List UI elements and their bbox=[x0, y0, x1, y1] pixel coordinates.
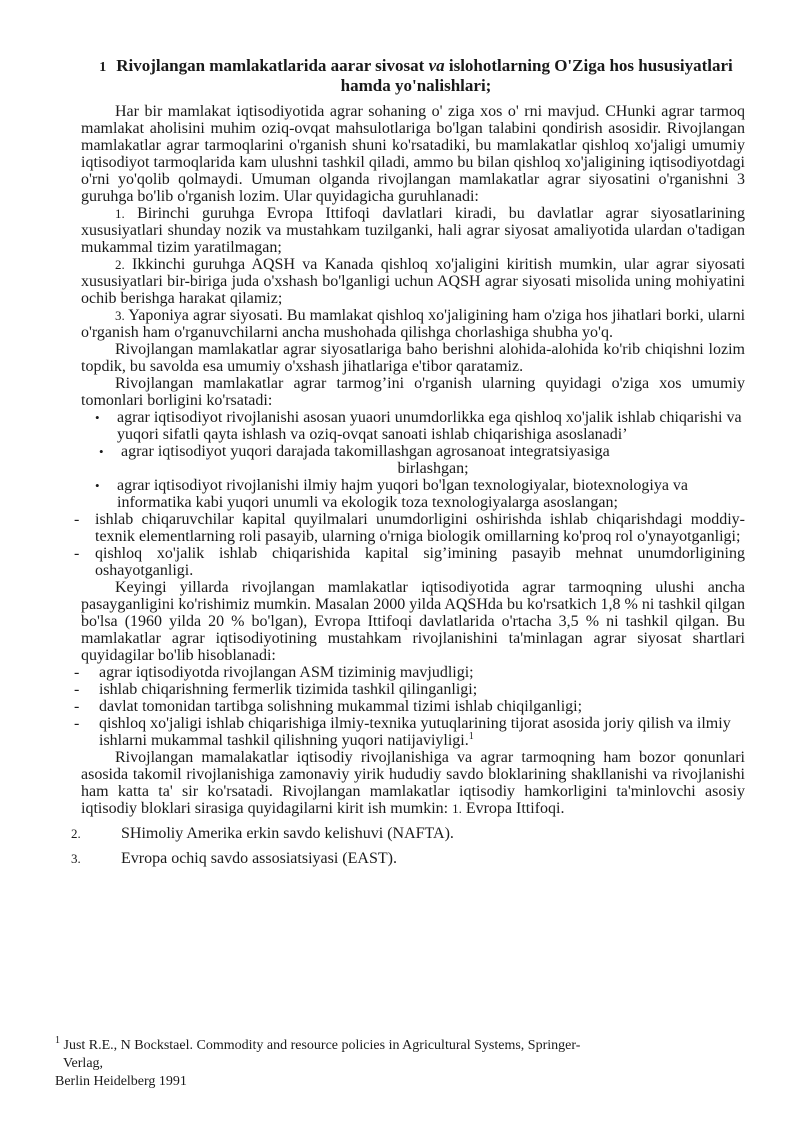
dash-text-1: ishlab chiqaruvchilar kapital quyilmalari unumdorligini oshirishda ishlab chiqarishdagi moddiy-texnik elementlarning roli pasayib, ularning o'rniga biologik omillarning ko'proq rol o'ynayotganligi; bbox=[95, 511, 745, 545]
bullet-item bbox=[81, 443, 745, 477]
bullet-text-2b: birlashgan; bbox=[397, 460, 469, 477]
dash-item bbox=[74, 545, 745, 579]
markets-number: 1. bbox=[452, 801, 462, 816]
condition-text-1: agrar iqtisodiyotda rivojlangan ASM tiziminig mavjudligi; bbox=[99, 664, 474, 681]
bloc-text-2: SHimoliy Amerika erkin savdo kelishuvi (NAFTA). bbox=[121, 825, 454, 842]
common-paragraph: Rivojlangan mamlakatlar agrar tarmog’ini o'rganish ularning quyidagi o'ziga xos umumiy tomonlari borligini ko'rsatadi: bbox=[81, 375, 745, 409]
bullet-icon: • bbox=[95, 410, 100, 425]
group2-number: 2. bbox=[115, 257, 125, 272]
eu-text: Evropa Ittifoqi. bbox=[465, 800, 565, 817]
bloc-text-3: Evropa ochiq savdo assosiatsiyasi (EAST). bbox=[121, 850, 397, 867]
bloc-item bbox=[51, 850, 745, 867]
assess-paragraph: Rivojlangan mamlakatlar agrar siyosatlariga baho berishni alohida-alohida ko'rib chiqishni lozim topdik, bu savolda esa umumiy o'xshash jihatlariga e'tibor qaratamiz. bbox=[81, 341, 745, 375]
group1-number: 1. bbox=[115, 206, 125, 221]
condition-text-4: qishloq xo'jaligi ishlab chiqarishiga ilmiy-texnika yutuqlarining tijorat asosida joriy qilish va ilmiy ishlarni mukammal tashkil qilishning yuqori natijaviyligi. bbox=[99, 715, 731, 749]
footnote bbox=[55, 1037, 675, 1091]
document-body bbox=[71, 103, 746, 867]
heading-text-italic: va bbox=[428, 56, 445, 75]
dash-icon: - bbox=[74, 715, 80, 732]
bullet-text-2a: agrar iqtisodiyot yuqori darajada takomillashgan agrosanoat integratsiyasiga bbox=[121, 443, 610, 460]
condition-item bbox=[74, 681, 745, 698]
bullet-text-1: agrar iqtisodiyot rivojlanishi asosan yuaori unumdorlikka ega qishloq xo'jalik ishlab chiqarishi va yuqori sifatli qayta ishlash va oziq-ovqat sanoati ishlab chiqarishiga asoslanadi’ bbox=[117, 409, 742, 443]
bullet-item bbox=[81, 477, 745, 511]
condition-item bbox=[74, 664, 745, 681]
bullet-text-3: agrar iqtisodiyot rivojlanishi ilmiy hajm yuqori bo'lgan texnologiyalar, biotexnologiya va informatika kabi yuqori unumli va ekologik toza texnologiyalarga asoslangan; bbox=[117, 477, 689, 511]
heading-number: 1 bbox=[99, 60, 107, 75]
bullet-icon: • bbox=[95, 478, 100, 493]
footnote-text-1: Just R.E., N Bockstael. Commodity and resource policies in Agricultural Systems, Springer- bbox=[63, 1038, 581, 1053]
bullet-icon: • bbox=[99, 444, 104, 459]
recent-paragraph: Keyingi yillarda rivojlangan mamlakatlar iqtisodiyotida agrar tarmoqning ulushi ancha pasayganligini ko'rishimiz mumkin. Masalan 2000 yilda AQSHda bu ko'rsatkich 1,8 % ni tashkil qilgan bo'lsa (1960 yilda 20 % bo'lgan), Evropa Ittifoqi davlatlarida o'rtacha 3,5 % ni tashkil qilgan. Bu mamlakatlar agrar iqtisodiyotining mustahkam rivojlanishini ta'minlagan agrar siyosat shartlari quyidagilar bo'lib hisoblanadi: bbox=[81, 579, 745, 664]
markets-text: Rivojlangan mamalakatlar iqtisodiy rivojlanishiga va agrar tarmoqning ham bozor qonunlari asosida takomil rivojlanishiga zamonaviy yirik hududiy savdo bloklarining shakllanishi va rivojlanishi ham katta ta' sir ko'rsatadi. Rivojlangan mamlakatlar iqtisodiy hamkorligini ta'minlovchi asosiy iqtisodiy bloklari sirasiga quyidagilarni kirit ish mumkin: bbox=[81, 749, 745, 817]
dash-item bbox=[74, 511, 745, 545]
condition-text-3: davlat tomonidan tartibga solishning mukammal tizimi ishlab chiqilganligi; bbox=[99, 698, 583, 715]
group2-text: Ikkinchi guruhga AQSH va Kanada qishloq xo'jaligini kiritish mumkin, ular agrar siyosati xususiyatlari bir-biriga juda o'xshash bo'lganligi uchun AQSH agrar siyosati misolida uning mohiyatini ochib berishga harakat qilamiz; bbox=[81, 256, 746, 307]
bullet-item bbox=[81, 409, 745, 443]
group3-text: Yaponiya agrar siyosati. Bu mamlakat qishloq xo'jaligining ham o'ziga hos jihatlari borki, ularni o'rganish ham o'rganuvchilarni ancha mushohada qilishga chorlashiga shubha yo'q. bbox=[81, 307, 746, 341]
dash-icon: - bbox=[74, 545, 80, 562]
group1-text: Birinchi guruhga Evropa Ittifoqi davlatlari kiradi, bu davlatlar agrar siyosatlarining xususiyatlari shunday nozik va mustahkam tuzilganki, hali agrar siyosat amaliyotida ulardan o'tadigan mukammal tizim yaratilmagan; bbox=[81, 205, 746, 256]
dash-icon: - bbox=[74, 664, 80, 681]
dash-icon: - bbox=[74, 681, 80, 698]
footnote-line-1 bbox=[55, 1037, 675, 1055]
dash-icon: - bbox=[74, 511, 80, 528]
group3-paragraph bbox=[81, 307, 745, 341]
section-heading bbox=[80, 57, 752, 95]
group3-number: 3. bbox=[115, 308, 125, 323]
condition-item bbox=[74, 715, 745, 749]
dash-icon: - bbox=[74, 698, 80, 715]
bloc-item bbox=[51, 825, 745, 842]
footnote-line-3: Berlin Heidelberg 1991 bbox=[55, 1074, 187, 1089]
condition-item bbox=[74, 698, 745, 715]
intro-paragraph: Har bir mamlakat iqtisodiyotida agrar sohaning o' ziga xos o' rni mavjud. CHunki agrar tarmoq mamlakat aholisini muhim oziq-ovqat mahsulotlariga bo'lgan talabini qondirish asosidir. Rivojlangan mamlakatlar agrar tarmoqlarini o'rganish shuni ko'rsatadiki, bu mamlakatlar qishloq xo'jaligi umumiy iqtisodiyot tarmoqlarida kam ulushni tashkil qiladi, ammo bu bilan qishloq xo'jaligining iqtisodiyotdagi o'rni yo'qolib qolmaydi. Umuman olganda rivojlangan mamlakatlar agrar siyosatini o'rganishni 3 guruhga bo'lib o'rganish lozim. Ular quyidagicha guruhlanadi: bbox=[81, 103, 745, 205]
heading-text-after: islohotlarning O'Ziga hos hususiyatlari hamda yo'nalishlari; bbox=[340, 56, 733, 95]
heading-text-before: Rivojlangan mamlakatlarida aarar sivosat bbox=[116, 56, 429, 75]
footnote-reference[interactable]: 1 bbox=[468, 731, 474, 742]
condition-text-2: ishlab chiqarishning fermerlik tizimida tashkil qilinganligi; bbox=[99, 681, 478, 698]
footnote-line-2: Verlag, bbox=[63, 1056, 104, 1071]
dash-text-2: qishloq xo'jalik ishlab chiqarishida kapital sig’imining pasayib mehnat unumdorligining oshayotganligi. bbox=[95, 545, 745, 579]
markets-paragraph bbox=[81, 749, 745, 817]
group1-paragraph bbox=[81, 205, 745, 256]
group2-paragraph bbox=[81, 256, 745, 307]
bloc-number-3: 3. bbox=[71, 851, 81, 866]
footnote-marker: 1 bbox=[55, 1035, 60, 1046]
bloc-number-2: 2. bbox=[71, 826, 81, 841]
